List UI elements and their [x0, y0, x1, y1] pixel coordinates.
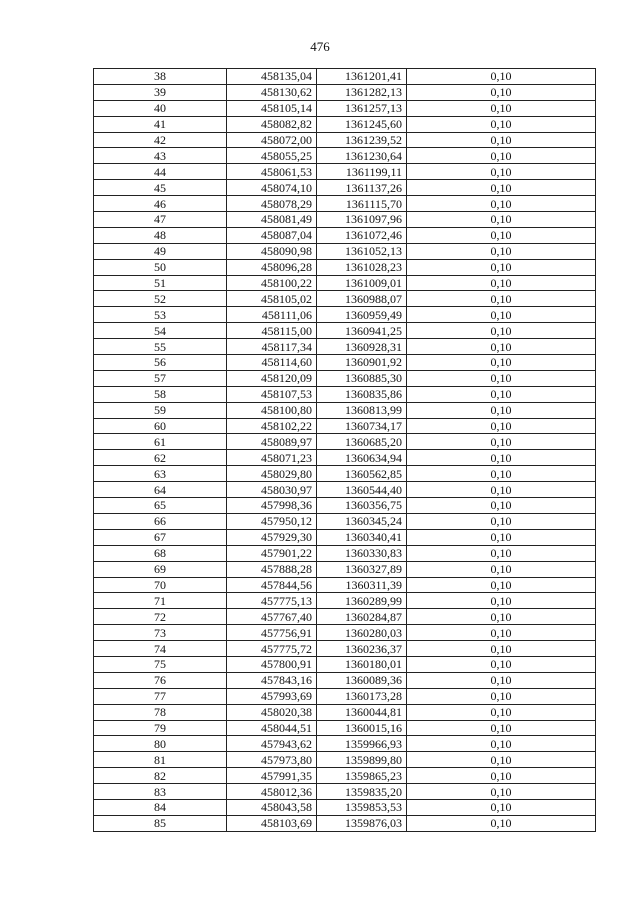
accuracy-cell: 0,10: [407, 100, 596, 116]
table-row: [94, 672, 596, 688]
point-number-cell: 41: [94, 116, 227, 132]
y-coordinate-cell: 1360928,31: [317, 339, 407, 355]
table-row: [94, 625, 596, 641]
accuracy-cell: 0,10: [407, 577, 596, 593]
accuracy-cell: 0,10: [407, 609, 596, 625]
y-coordinate-cell: 1360173,28: [317, 688, 407, 704]
accuracy-cell: 0,10: [407, 259, 596, 275]
y-coordinate-cell: 1360734,17: [317, 418, 407, 434]
point-number-cell: 80: [94, 736, 227, 752]
y-coordinate-cell: 1359835,20: [317, 784, 407, 800]
point-number-cell: 76: [94, 672, 227, 688]
y-coordinate-cell: 1359853,53: [317, 799, 407, 815]
point-number-cell: 62: [94, 450, 227, 466]
accuracy-cell: 0,10: [407, 641, 596, 657]
table-row: [94, 482, 596, 498]
y-coordinate-cell: 1361009,01: [317, 275, 407, 291]
table-row: [94, 100, 596, 116]
point-number-cell: 49: [94, 243, 227, 259]
table-row: [94, 561, 596, 577]
accuracy-cell: 0,10: [407, 799, 596, 815]
y-coordinate-cell: 1361052,13: [317, 243, 407, 259]
table-row: [94, 243, 596, 259]
x-coordinate-cell: 458115,00: [227, 323, 317, 339]
y-coordinate-cell: 1360236,37: [317, 641, 407, 657]
accuracy-cell: 0,10: [407, 672, 596, 688]
accuracy-cell: 0,10: [407, 370, 596, 386]
x-coordinate-cell: 457943,62: [227, 736, 317, 752]
y-coordinate-cell: 1360311,39: [317, 577, 407, 593]
x-coordinate-cell: 457756,91: [227, 625, 317, 641]
table-row: [94, 386, 596, 402]
table-row: [94, 815, 596, 831]
point-number-cell: 84: [94, 799, 227, 815]
point-number-cell: 55: [94, 339, 227, 355]
y-coordinate-cell: 1361201,41: [317, 69, 407, 85]
coordinates-table: [93, 68, 596, 832]
x-coordinate-cell: 457929,30: [227, 529, 317, 545]
accuracy-cell: 0,10: [407, 196, 596, 212]
table-row: [94, 164, 596, 180]
point-number-cell: 83: [94, 784, 227, 800]
y-coordinate-cell: 1360180,01: [317, 656, 407, 672]
accuracy-cell: 0,10: [407, 291, 596, 307]
accuracy-cell: 0,10: [407, 148, 596, 164]
table-row: [94, 513, 596, 529]
accuracy-cell: 0,10: [407, 275, 596, 291]
y-coordinate-cell: 1359865,23: [317, 768, 407, 784]
x-coordinate-cell: 458043,58: [227, 799, 317, 815]
x-coordinate-cell: 457767,40: [227, 609, 317, 625]
x-coordinate-cell: 458117,34: [227, 339, 317, 355]
table-row: [94, 688, 596, 704]
point-number-cell: 77: [94, 688, 227, 704]
table-row: [94, 418, 596, 434]
y-coordinate-cell: 1360327,89: [317, 561, 407, 577]
table-row: [94, 450, 596, 466]
table-row: [94, 132, 596, 148]
table-row: [94, 799, 596, 815]
table-row: [94, 227, 596, 243]
point-number-cell: 47: [94, 212, 227, 228]
table-row: [94, 259, 596, 275]
x-coordinate-cell: 458103,69: [227, 815, 317, 831]
x-coordinate-cell: 458114,60: [227, 355, 317, 371]
point-number-cell: 43: [94, 148, 227, 164]
point-number-cell: 73: [94, 625, 227, 641]
table-row: [94, 545, 596, 561]
x-coordinate-cell: 457844,56: [227, 577, 317, 593]
accuracy-cell: 0,10: [407, 402, 596, 418]
table-row: [94, 291, 596, 307]
y-coordinate-cell: 1361230,64: [317, 148, 407, 164]
accuracy-cell: 0,10: [407, 450, 596, 466]
point-number-cell: 56: [94, 355, 227, 371]
accuracy-cell: 0,10: [407, 386, 596, 402]
table-row: [94, 180, 596, 196]
y-coordinate-cell: 1360885,30: [317, 370, 407, 386]
table-row: [94, 355, 596, 371]
accuracy-cell: 0,10: [407, 513, 596, 529]
accuracy-cell: 0,10: [407, 545, 596, 561]
point-number-cell: 48: [94, 227, 227, 243]
y-coordinate-cell: 1361072,46: [317, 227, 407, 243]
accuracy-cell: 0,10: [407, 180, 596, 196]
x-coordinate-cell: 458100,22: [227, 275, 317, 291]
point-number-cell: 51: [94, 275, 227, 291]
accuracy-cell: 0,10: [407, 116, 596, 132]
x-coordinate-cell: 457901,22: [227, 545, 317, 561]
table-row: [94, 116, 596, 132]
x-coordinate-cell: 458012,36: [227, 784, 317, 800]
table-row: [94, 752, 596, 768]
table-row: [94, 577, 596, 593]
x-coordinate-cell: 458102,22: [227, 418, 317, 434]
y-coordinate-cell: 1361239,52: [317, 132, 407, 148]
table-row: [94, 339, 596, 355]
point-number-cell: 69: [94, 561, 227, 577]
y-coordinate-cell: 1360044,81: [317, 704, 407, 720]
accuracy-cell: 0,10: [407, 815, 596, 831]
table-row: [94, 609, 596, 625]
x-coordinate-cell: 457800,91: [227, 656, 317, 672]
accuracy-cell: 0,10: [407, 355, 596, 371]
y-coordinate-cell: 1361028,23: [317, 259, 407, 275]
table-row: [94, 529, 596, 545]
table-row: [94, 84, 596, 100]
y-coordinate-cell: 1360280,03: [317, 625, 407, 641]
table-row: [94, 275, 596, 291]
y-coordinate-cell: 1360356,75: [317, 498, 407, 514]
y-coordinate-cell: 1361245,60: [317, 116, 407, 132]
x-coordinate-cell: 457998,36: [227, 498, 317, 514]
accuracy-cell: 0,10: [407, 69, 596, 85]
x-coordinate-cell: 458120,09: [227, 370, 317, 386]
x-coordinate-cell: 458082,82: [227, 116, 317, 132]
x-coordinate-cell: 458044,51: [227, 720, 317, 736]
table-row: [94, 736, 596, 752]
x-coordinate-cell: 457973,80: [227, 752, 317, 768]
point-number-cell: 81: [94, 752, 227, 768]
point-number-cell: 82: [94, 768, 227, 784]
x-coordinate-cell: 458105,14: [227, 100, 317, 116]
y-coordinate-cell: 1360015,16: [317, 720, 407, 736]
point-number-cell: 60: [94, 418, 227, 434]
x-coordinate-cell: 458030,97: [227, 482, 317, 498]
y-coordinate-cell: 1360634,94: [317, 450, 407, 466]
table-row: [94, 196, 596, 212]
accuracy-cell: 0,10: [407, 307, 596, 323]
table-row: [94, 593, 596, 609]
point-number-cell: 39: [94, 84, 227, 100]
accuracy-cell: 0,10: [407, 688, 596, 704]
point-number-cell: 57: [94, 370, 227, 386]
point-number-cell: 44: [94, 164, 227, 180]
point-number-cell: 63: [94, 466, 227, 482]
accuracy-cell: 0,10: [407, 498, 596, 514]
point-number-cell: 61: [94, 434, 227, 450]
table-row: [94, 466, 596, 482]
x-coordinate-cell: 457950,12: [227, 513, 317, 529]
accuracy-cell: 0,10: [407, 784, 596, 800]
x-coordinate-cell: 458055,25: [227, 148, 317, 164]
x-coordinate-cell: 458107,53: [227, 386, 317, 402]
accuracy-cell: 0,10: [407, 768, 596, 784]
x-coordinate-cell: 458100,80: [227, 402, 317, 418]
point-number-cell: 67: [94, 529, 227, 545]
point-number-cell: 66: [94, 513, 227, 529]
table-row: [94, 323, 596, 339]
y-coordinate-cell: 1361257,13: [317, 100, 407, 116]
y-coordinate-cell: 1360544,40: [317, 482, 407, 498]
x-coordinate-cell: 457775,13: [227, 593, 317, 609]
y-coordinate-cell: 1359966,93: [317, 736, 407, 752]
x-coordinate-cell: 458111,06: [227, 307, 317, 323]
accuracy-cell: 0,10: [407, 593, 596, 609]
x-coordinate-cell: 458096,28: [227, 259, 317, 275]
accuracy-cell: 0,10: [407, 752, 596, 768]
table-row: [94, 656, 596, 672]
point-number-cell: 65: [94, 498, 227, 514]
x-coordinate-cell: 457775,72: [227, 641, 317, 657]
point-number-cell: 42: [94, 132, 227, 148]
y-coordinate-cell: 1360340,41: [317, 529, 407, 545]
point-number-cell: 45: [94, 180, 227, 196]
y-coordinate-cell: 1361137,26: [317, 180, 407, 196]
point-number-cell: 72: [94, 609, 227, 625]
y-coordinate-cell: 1360941,25: [317, 323, 407, 339]
accuracy-cell: 0,10: [407, 227, 596, 243]
coordinates-table-body: [94, 69, 596, 832]
point-number-cell: 68: [94, 545, 227, 561]
accuracy-cell: 0,10: [407, 164, 596, 180]
x-coordinate-cell: 458029,80: [227, 466, 317, 482]
accuracy-cell: 0,10: [407, 704, 596, 720]
accuracy-cell: 0,10: [407, 243, 596, 259]
page-number: 476: [310, 39, 330, 54]
x-coordinate-cell: 458130,62: [227, 84, 317, 100]
point-number-cell: 58: [94, 386, 227, 402]
y-coordinate-cell: 1359876,03: [317, 815, 407, 831]
x-coordinate-cell: 458089,97: [227, 434, 317, 450]
point-number-cell: 40: [94, 100, 227, 116]
point-number-cell: 78: [94, 704, 227, 720]
y-coordinate-cell: 1360562,85: [317, 466, 407, 482]
point-number-cell: 53: [94, 307, 227, 323]
x-coordinate-cell: 458105,02: [227, 291, 317, 307]
table-row: [94, 212, 596, 228]
accuracy-cell: 0,10: [407, 736, 596, 752]
accuracy-cell: 0,10: [407, 529, 596, 545]
table-row: [94, 768, 596, 784]
table-row: [94, 69, 596, 85]
point-number-cell: 74: [94, 641, 227, 657]
x-coordinate-cell: 458087,04: [227, 227, 317, 243]
accuracy-cell: 0,10: [407, 720, 596, 736]
accuracy-cell: 0,10: [407, 466, 596, 482]
x-coordinate-cell: 458078,29: [227, 196, 317, 212]
table-row: [94, 434, 596, 450]
accuracy-cell: 0,10: [407, 418, 596, 434]
x-coordinate-cell: 458090,98: [227, 243, 317, 259]
point-number-cell: 46: [94, 196, 227, 212]
table-row: [94, 402, 596, 418]
point-number-cell: 75: [94, 656, 227, 672]
point-number-cell: 54: [94, 323, 227, 339]
point-number-cell: 50: [94, 259, 227, 275]
x-coordinate-cell: 458081,49: [227, 212, 317, 228]
y-coordinate-cell: 1361115,70: [317, 196, 407, 212]
y-coordinate-cell: 1360959,49: [317, 307, 407, 323]
point-number-cell: 70: [94, 577, 227, 593]
table-row: [94, 784, 596, 800]
y-coordinate-cell: 1360289,99: [317, 593, 407, 609]
y-coordinate-cell: 1360988,07: [317, 291, 407, 307]
accuracy-cell: 0,10: [407, 323, 596, 339]
table-row: [94, 498, 596, 514]
accuracy-cell: 0,10: [407, 625, 596, 641]
accuracy-cell: 0,10: [407, 132, 596, 148]
table-row: [94, 704, 596, 720]
accuracy-cell: 0,10: [407, 656, 596, 672]
x-coordinate-cell: 458061,53: [227, 164, 317, 180]
table-row: [94, 307, 596, 323]
point-number-cell: 52: [94, 291, 227, 307]
x-coordinate-cell: 457991,35: [227, 768, 317, 784]
y-coordinate-cell: 1360901,92: [317, 355, 407, 371]
x-coordinate-cell: 458020,38: [227, 704, 317, 720]
accuracy-cell: 0,10: [407, 212, 596, 228]
x-coordinate-cell: 457843,16: [227, 672, 317, 688]
x-coordinate-cell: 458071,23: [227, 450, 317, 466]
y-coordinate-cell: 1361097,96: [317, 212, 407, 228]
point-number-cell: 38: [94, 69, 227, 85]
y-coordinate-cell: 1361199,11: [317, 164, 407, 180]
y-coordinate-cell: 1360813,99: [317, 402, 407, 418]
accuracy-cell: 0,10: [407, 434, 596, 450]
accuracy-cell: 0,10: [407, 561, 596, 577]
y-coordinate-cell: 1359899,80: [317, 752, 407, 768]
y-coordinate-cell: 1360089,36: [317, 672, 407, 688]
x-coordinate-cell: 458074,10: [227, 180, 317, 196]
y-coordinate-cell: 1360284,87: [317, 609, 407, 625]
y-coordinate-cell: 1360330,83: [317, 545, 407, 561]
point-number-cell: 79: [94, 720, 227, 736]
point-number-cell: 59: [94, 402, 227, 418]
x-coordinate-cell: 457993,69: [227, 688, 317, 704]
y-coordinate-cell: 1360685,20: [317, 434, 407, 450]
y-coordinate-cell: 1361282,13: [317, 84, 407, 100]
y-coordinate-cell: 1360835,86: [317, 386, 407, 402]
table-row: [94, 641, 596, 657]
point-number-cell: 64: [94, 482, 227, 498]
x-coordinate-cell: 458072,00: [227, 132, 317, 148]
table-row: [94, 720, 596, 736]
point-number-cell: 71: [94, 593, 227, 609]
table-row: [94, 148, 596, 164]
accuracy-cell: 0,10: [407, 482, 596, 498]
x-coordinate-cell: 458135,04: [227, 69, 317, 85]
table-row: [94, 370, 596, 386]
point-number-cell: 85: [94, 815, 227, 831]
accuracy-cell: 0,10: [407, 84, 596, 100]
y-coordinate-cell: 1360345,24: [317, 513, 407, 529]
x-coordinate-cell: 457888,28: [227, 561, 317, 577]
accuracy-cell: 0,10: [407, 339, 596, 355]
